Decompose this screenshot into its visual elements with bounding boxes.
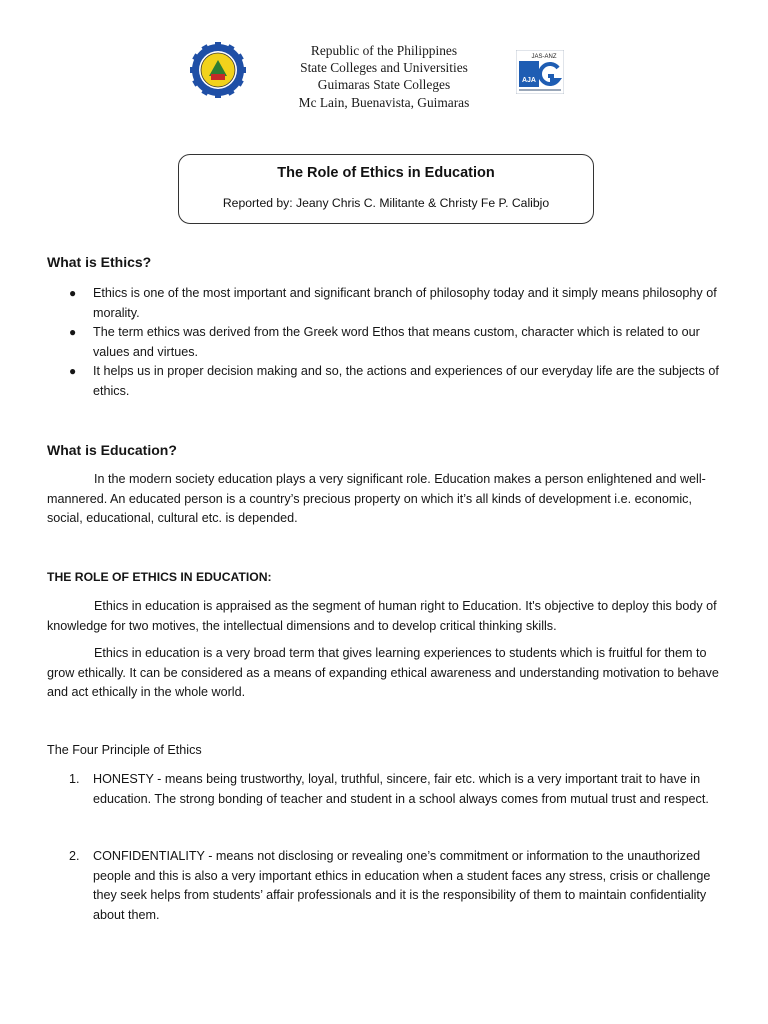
header-line-4: Mc Lain, Buenavista, Guimaras [298, 94, 470, 110]
header-line-3: Guimaras State Colleges [317, 77, 451, 93]
bullet-icon: ● [69, 364, 77, 379]
bullet-icon: ● [69, 286, 77, 300]
education-paragraph: In the modern society education plays a very significant role. Education makes a person enlightened and well-mannered. An educated person is a country’s precious property on which it’s all kinds of development i.e. economic, social, educational, cultural etc. is depended. [47, 472, 706, 526]
list-item: ● Ethics is one of the most important and significant branch of philosophy today and it simply means philosophy of morality. [69, 286, 717, 320]
institution-lines [248, 42, 520, 111]
ethics-heading: What is Ethics? [47, 254, 152, 270]
header-line-2: State Colleges and Universities [300, 60, 468, 76]
list-item: 2. CONFIDENTIALITY - means not disclosing or revealing one’s commitment or information to the unauthorized people and this is also a very important ethics in education when a student faces any stress, crisis or challenge they seek helps from students’ affair professionals and it is the responsibility of them to maintain confidentiality about them. [69, 849, 711, 922]
document-header [0, 42, 768, 114]
role-heading: THE ROLE OF ETHICS IN EDUCATION: [47, 570, 272, 584]
cert-top-label: JAS-ANZ [531, 54, 557, 60]
certification-badge-icon [516, 50, 564, 94]
reported-by-line: Reported by: Jeany Chris C. Militante & Christy Fe P. Calibjo [222, 196, 550, 210]
header-line-1: Republic of the Philippines [310, 43, 458, 58]
list-item: 1. HONESTY - means being trustworthy, loyal, truthful, sincere, fair etc. which is a very important trait to have in education. The strong bonding of teacher and student in a school always comes from mutual trust and respect. [69, 772, 709, 806]
college-seal-icon [190, 42, 246, 98]
cert-mid-label: AJA [521, 77, 537, 84]
role-paragraph-1: Ethics in education is appraised as the segment of human right to Education. It's objective to deploy this body of knowledge for two motives, the intellectual dimensions and to develop critical thinking skills. [47, 599, 717, 633]
list-item: ● It helps us in proper decision making and so, the actions and experiences of our everyday life are the subjects of ethics. [69, 364, 719, 398]
document-title: The Role of Ethics in Education [277, 165, 495, 181]
bullet-icon: ● [69, 325, 77, 340]
principles-list-1 [47, 770, 723, 809]
principles-heading: The Four Principle of Ethics [47, 743, 202, 757]
title-box [178, 154, 594, 224]
ethics-bullet-list [47, 284, 723, 402]
principles-list-2 [47, 847, 723, 925]
role-paragraph-2: Ethics in education is a very broad term that gives learning experiences to students which is fruitful for them to grow ethically. It can be considered as a means of expanding ethical awareness and understanding motivation to behave and act ethically in the whole world. [47, 646, 719, 700]
education-heading: What is Education? [47, 442, 177, 458]
list-item: ● The term ethics was derived from the Greek word Ethos that means custom, character which is related to our values and virtues. [69, 325, 700, 359]
